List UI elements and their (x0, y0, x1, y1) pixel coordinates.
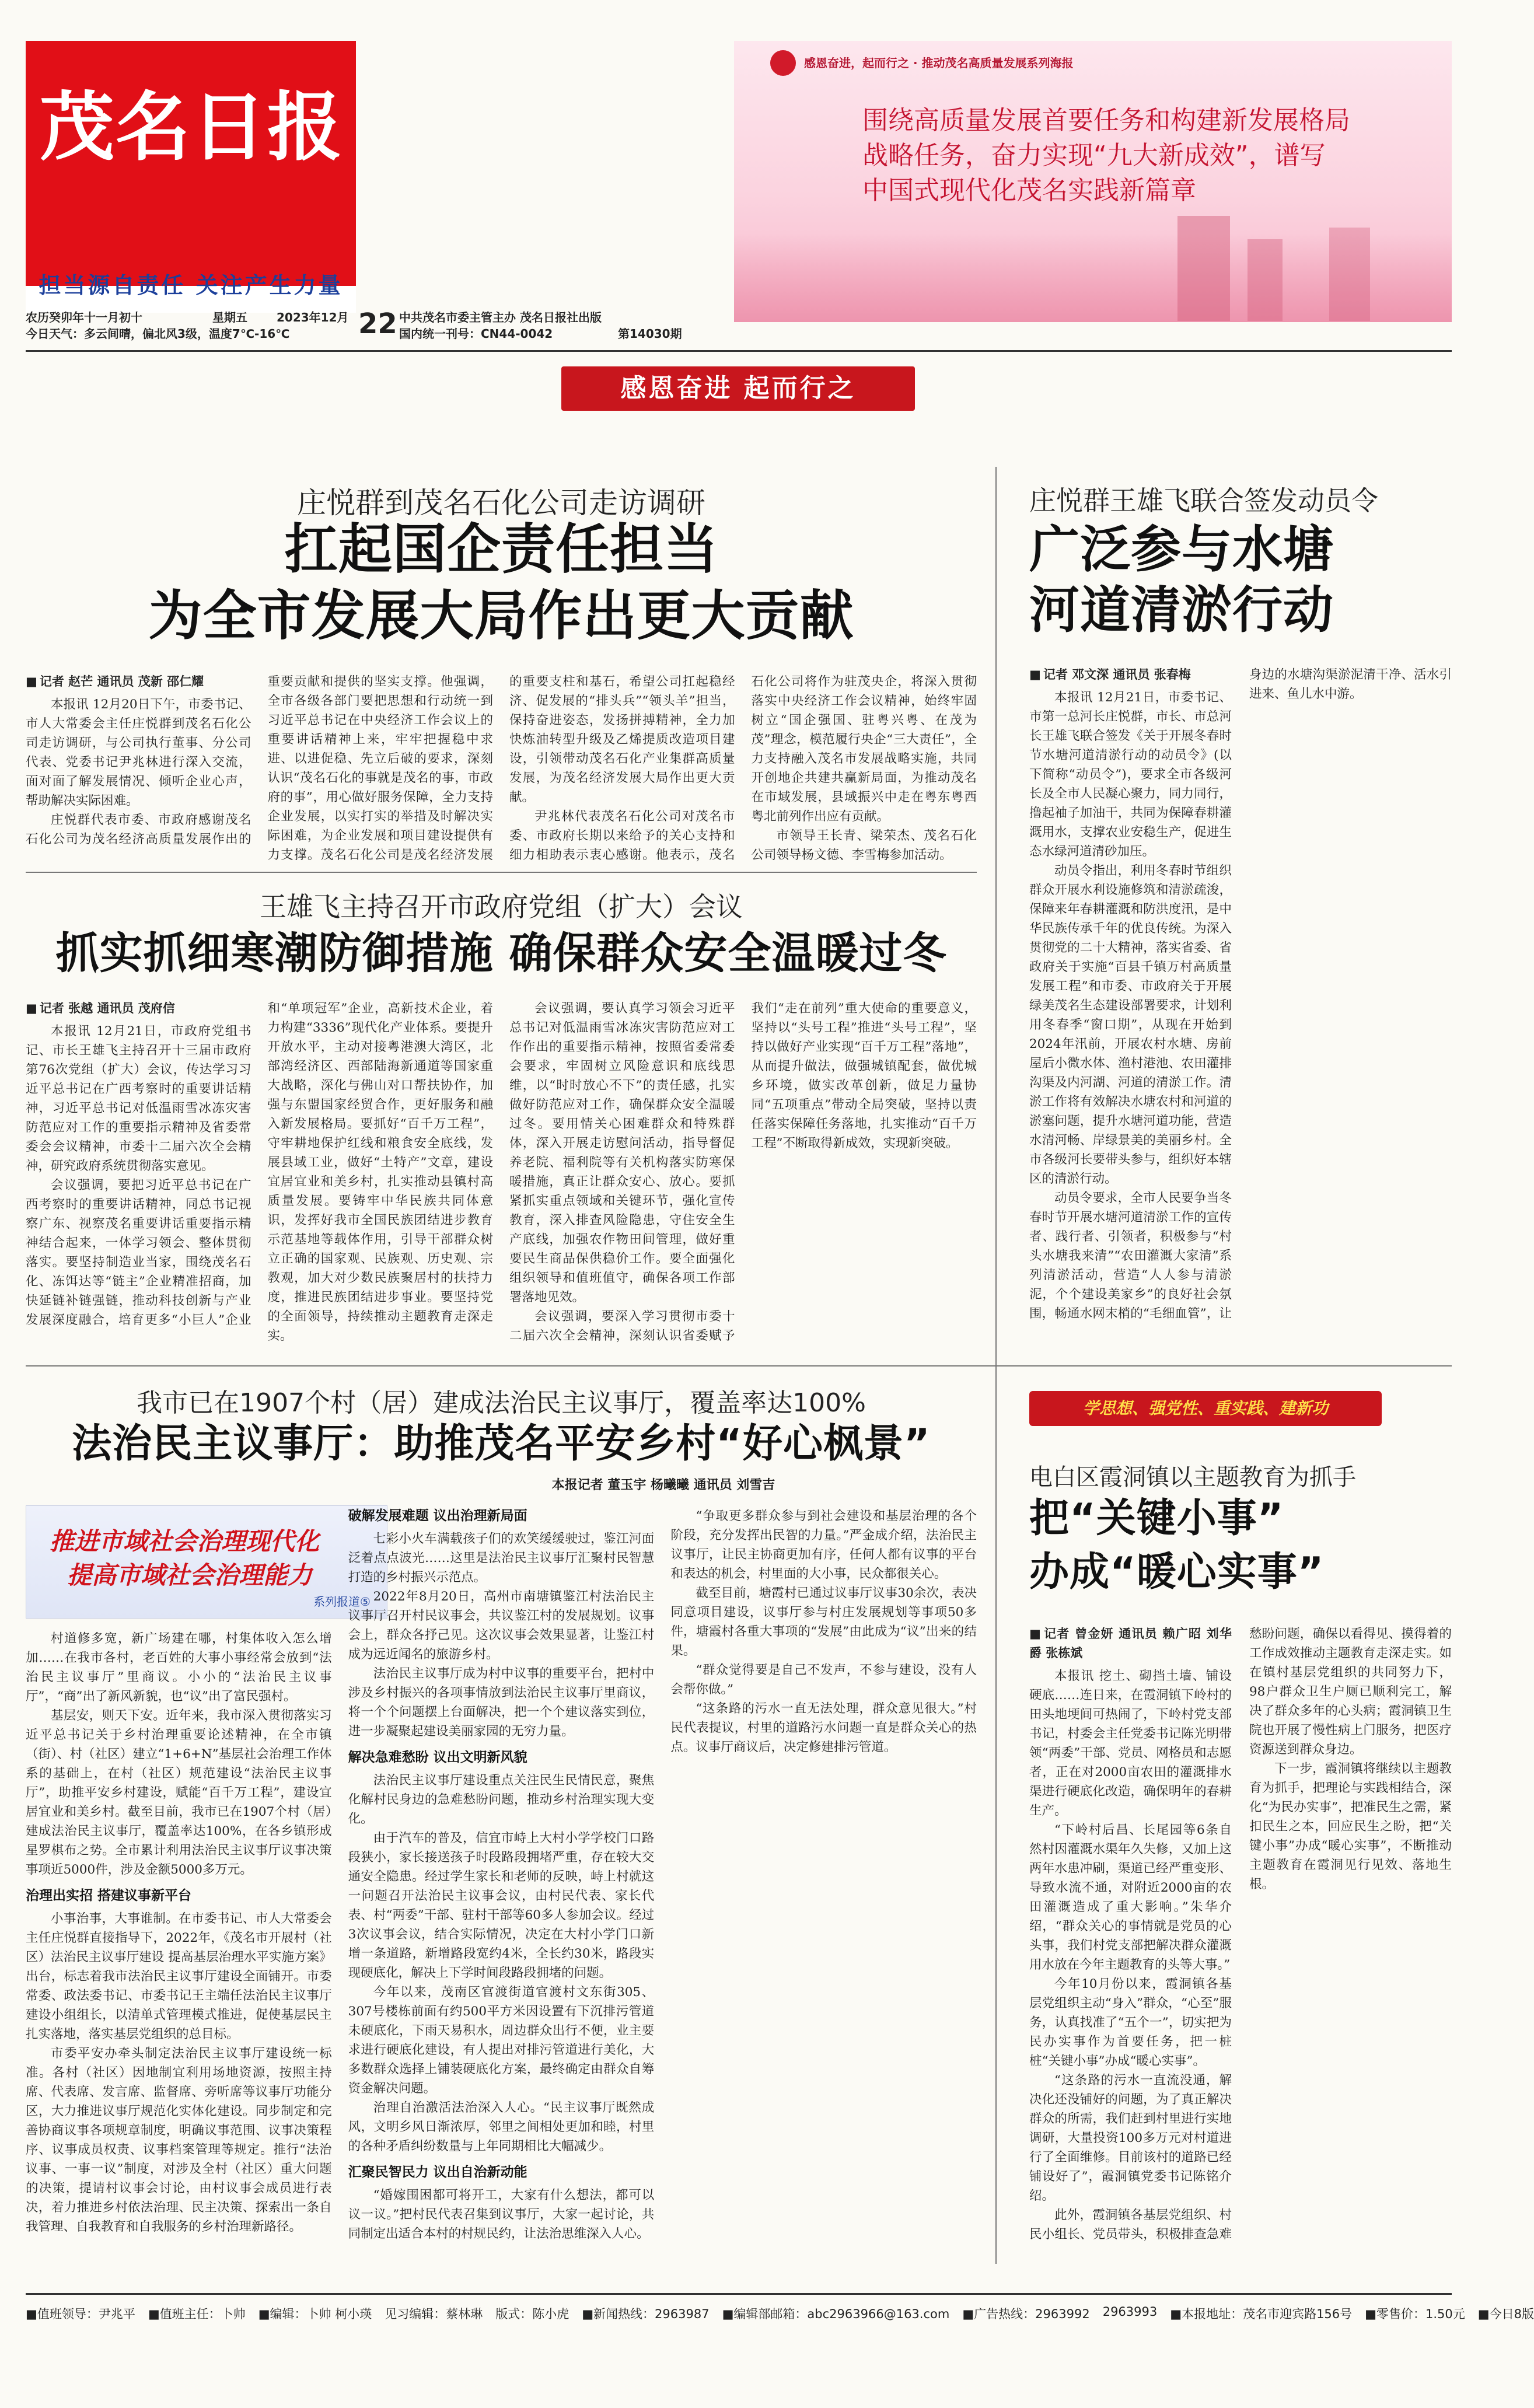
article5-paragraph: 此外，霞洞镇各基层党组织、村民小组长、党员带头，积极排查急难愁盼问题，确保以看得见、摸得着的工作成效推动主题教育走深走实。如在镇村基层党组织的共同努力下，98户群众卫生户厕已顺利完工，解决了群众多年的心头病；霞洞镇卫生院也开展了慢性病上门服务，把医疗资源送到群众身边。 (1029, 1627, 1452, 2242)
article4-paragraph: 法治民主议事厅建设重点关注民生民情民意，聚焦化解村民身边的急难愁盼问题，推动乡村治理实现大变化。 (348, 1773, 655, 1826)
article5-paragraph: 下一步，霞洞镇将继续以主题教育为抓手，把理论与实践相结合，深化“为民办实事”，把准民生之需，紧扣民生之本，回应民生之盼，把“关键小事”办成“暖心实事”，不断推动主题教育在霞洞见行见效、落地生根。 (1249, 1762, 1452, 1892)
article1-paragraph: 尹兆林代表茂名石化公司对茂名市委、市政府长期以来给予的关心支持和细力相助表示衷心感谢。他表示，茂名石化公司将作为驻茂央企，将深入贯彻落实中央经济工作会议精神，始终牢固树立“国企强国、驻粤兴粤、在茂为茂”理念，模范履行央企“三大责任”，全力支持融入茂名市发展战略实施，共同开创地企共建共赢新局面，为推动茂名在市域发展，县域振兴中走在粤东粤西粤北前列作出应有贡献。 (509, 674, 977, 862)
article1-title-line1: 扛起国企责任担当 (284, 518, 718, 581)
footer-item: ■新闻热线：2963987 (582, 2307, 710, 2321)
article4-title: 法治民主议事厅：助推茂名平安乡村“好心枫景” (72, 1421, 931, 1467)
article4-paragraph: 基层安，则天下安。近年来，我市深入贯彻落实习近平总书记关于乡村治理重要论述精神，在全市镇（街）、村（社区）建立“1+6+N”基层社会治理工作体系的基础上，在村（社区）规范建设“法治民主议事厅”，助推平安乡村建设，赋能“百千万工程”，建设宜居宜业和美乡村。截至目前，我市已在1907个村（居）建成法治民主议事厅，覆盖率达100%，在各乡镇形成星罗棋布之势。全市累计利用法治民主议事厅议事决策事项近5000件，涉及金额5000多万元。 (26, 1708, 332, 1877)
article3-byline: ■ 记者 邓文深 通讯员 张春梅 (1029, 665, 1232, 684)
article5-byline: ■ 记者 曾金妍 通讯员 赖广昭 刘华爵 张栋斌 (1029, 1624, 1232, 1663)
article4-subhead: 汇聚民智民力 议出自治新动能 (348, 2165, 527, 2180)
article5-paragraph: 本报讯 挖土、砌挡土墙、铺设硬底……连日来，在霞洞镇下岭村的田头地埂间可热闹了，下岭村党支部书记，村委会主任党委书记陈光明带领“两委”干部、党员、网格员和志愿者，正在对2000亩农田的灌溉排水渠进行硬底化改造，确保明年的春耕生产。 (1029, 1669, 1232, 1818)
article2-paragraph: 本报讯 12月21日，市政府党组书记、市长王雄飞主持召开十三届市政府第76次党组（扩大）会议，传达学习习近平总书记在广西考察时的重要讲话精神，习近平总书记对低温雨雪冰冻灾害防范应对工作的重要指示精神及省委常委会会议精神，市委十二届六次全会精神，研究政府系统贯彻落实意见。 (26, 1024, 251, 1173)
footer-item: ■今日8版 (1477, 2307, 1534, 2321)
article5-kicker: 电白区霞洞镇以主题教育为抓手 (1029, 1464, 1356, 1491)
article1-byline: ■ 记者 赵芒 通讯员 茂新 邵仁耀 (26, 672, 251, 691)
series-line2: 提高市域社会治理能力 (67, 1561, 313, 1589)
footer-item: 见习编辑：蔡林琳 (385, 2307, 483, 2321)
series-line1: 推进市域社会治理现代化 (50, 1527, 320, 1556)
banner-ad-tower (1248, 239, 1283, 321)
article1-body (26, 672, 977, 865)
article4-kicker: 我市已在1907个村（居）建成法治民主议事厅，覆盖率达100% (137, 1388, 866, 1418)
footer-item: ■编辑：卜帅 柯小瑛 (258, 2307, 372, 2321)
article1-paragraph: 本报讯 12月20日下午，市委书记、市人大常委会主任庄悦群到茂名石化公司走访调研，与公司执行董事、分公司代表、党委书记尹兆林进行深入交流，面对面了解发展情况、倾听企业心声，帮助解决实际困难。 (26, 697, 251, 808)
masthead-logo-text: 茂名日报 (39, 83, 343, 171)
masthead-slogan: 担当源自责任 关注产生力量 (39, 272, 343, 298)
article4-paragraph: 治理自治激活法治深入人心。“民主议事厅既然成风，文明乡风日渐浓厚，邻里之间相处更加和睦，村里的各种矛盾纠纷数量与上年同期相比大幅减少。 (348, 2101, 655, 2154)
article2-kicker: 王雄飞主持召开市政府党组（扩大）会议 (260, 891, 743, 922)
article4-paragraph: 小事治事，大事谁制。在市委书记、市人大常委会主任庄悦群直接指导下，2022年，《茂名市开展村（社区）法治民主议事厅建设 提高基层治理水平实施方案》出台，标志着我市法治民主议事厅建设全面铺开。市委常委、政法委书记、市委书记王主端任法治民主议事厅建设小组组长，以清单式管理模式推进，促使基层民主扎实落地，落实基层党组织的总目标。 (26, 1911, 332, 2042)
banner-ad-line1: 围绕高质量发展首要任务和构建新发展格局 (862, 106, 1350, 135)
article4-paragraph: 2022年8月20日，高州市南塘镇鉴江村法治民主议事厅召开村民议事会，共议鉴江村的发展规划。议事会上，群众各抒己见。这次议事会效果显著，让鉴江村成为远近闻名的旅游乡村。 (348, 1589, 655, 1662)
weekday: 星期五 (212, 310, 247, 324)
footer-item: 版式：陈小虎 (495, 2307, 569, 2321)
article3-paragraph: 本报讯 12月21日，市委书记、市第一总河长庄悦群，市长、市总河长王雄飞联合签发《关于开展冬春时节水塘河道清淤行动的动员令》(以下简称“动员令”)，要求全市各级河长及全市人民凝心聚力，同力同行，撸起袖子加油干，共同为保障春耕灌溉用水，支撑农业安稳生产，促进生态水绿河道清砂加压。 (1029, 690, 1232, 859)
footer-item: ■广告热线：2963992 (962, 2307, 1090, 2321)
date-year-month: 2023年12月 (277, 310, 349, 324)
issue-no: 第14030期 (618, 327, 682, 341)
article5-title-line1: 把“关键小事” (1029, 1495, 1284, 1542)
article1-divider (26, 872, 977, 873)
article4-paragraph: “这条路的污水一直无法处理，群众意见很大。”村民代表提议，村里的道路污水问题一直是群众关心的热点。议事厅商议后，决定修建排污管道。 (670, 1701, 977, 1755)
article4-paragraph: “婚嫁围困都可将开工，大家有什么想法，都可以议一议。”把村民代表召集到议事厅，大家一起讨论，共同制定出适合本村的村规民约，让法治思维深入人心。 (348, 2188, 655, 2241)
article4-paragraph: 法治民主议事厅成为村中议事的重要平台，把村中涉及乡村振兴的各项事情放到法治民主议事厅里商议，将一个个问题摆上台面解决，把一个个建议落实到位，进一步凝聚起建设美丽家园的无穷力量。 (348, 1666, 655, 1739)
article3-paragraph: 动员令要求，全市人民要争当冬春时节开展水塘河道清淤工作的宣传者、践行者、引领者，积极参与“村头水塘我来清”“农田灌溉大家清”系列清淤活动，营造“人人参与清淤泥，个个建设美家乡”的良好社会氛围，畅通水网末梢的“毛细血管”，让身边的水塘沟渠淤泥清干净、活水引进来、鱼儿水中游。 (1029, 667, 1452, 1321)
article3-body (1029, 665, 1452, 1354)
section-banner (561, 366, 915, 411)
article4-paragraph: 市委平安办牵头制定法治民主议事厅建设统一标准。各村（社区）因地制宜利用场地资源，按照主持席、代表席、发言席、监督席、旁听席等议事厅功能分区，大力推进议事厅规范化实体化建设。同步制定和完善协商议事各项规章制度，明确议事范围、议事决策程序、议事成员权责、议事档案管理等规定。推行“法治议事、一事一议”制度，对涉及全村（社区）重大问题的决策，提请村议事会讨论，由村议事会成员进行表决，着力推进乡村依法治理、民主决策、探索出一条自我管理、自我教育和自我服务的乡村治理新路径。 (26, 2046, 332, 2234)
footer-divider (26, 2293, 1452, 2295)
article4-subhead: 治理出实招 搭建议事新平台 (26, 1888, 192, 1903)
footer-item: ■本报地址：茂名市迎宾路156号 (1170, 2307, 1353, 2321)
article3-paragraph: 动员令指出，利用冬春时节组织群众开展水利设施修筑和清淤疏浚，保障来年春耕灌溉和防洪度汛，是中华民族传承千年的优良传统。为深入贯彻党的二十大精神，落实省委、省政府关于实施“百县千镇万村高质量发展工程”和市委、市政府关于开展绿美茂名生态建设部署要求，计划利用冬春季“窗口期”，从现在开始到2024年汛前，开展农村水塘、房前屋后小微水体、渔村港池、农田灌排沟渠及内河湖、河道的清淤工作。清淤工作将有效解决水塘农村和河道的淤塞问题，提升水塘河道功能，营造水清河畅、岸绿景美的美丽乡村。全市各级河长要带头参与，组织好本辖区的清淤行动。 (1029, 864, 1232, 1186)
article4-subhead: 破解发展难题 议出治理新局面 (348, 1508, 527, 1523)
article4-paragraph: 今年以来，茂南区官渡街道官渡村文东街305、307号楼栋前面有约500平方米因设置有下沉排污管道未硬底化，下雨天易积水，周边群众出行不便，业主要求进行硬底化建设，有人提出对排污管道进行美化，大多数群众选择上铺装硬底化方案，最终确定由群众自筹资金解决问题。 (348, 1985, 655, 2096)
masthead-divider (26, 350, 1452, 352)
footer-item: ■零售价：1.50元 (1365, 2307, 1465, 2321)
issn: 国内统一刊号：CN44-0042 (399, 327, 553, 341)
article4-series-spacer (26, 1507, 332, 1629)
article4-paragraph: “争取更多群众参与到社会建设和基层治理的各个阶段，充分发挥出民智的力量。”严金成介绍，法治民主议事厅，让民主协商更加有序，任何人都有议事的平台和表达的机会，村里面的大小事，民众都很关心。 (670, 1509, 977, 1581)
article3-kicker: 庄悦群王雄飞联合签发动员令 (1029, 485, 1378, 516)
article5-paragraph: “下岭村后昌、长尾园等6条自然村因灌溉水渠年久失修，又加上这两年水患冲刷，渠道已经严重变形、导致水流不通，对附近2000亩的农田灌溉造成了重大影响。”朱华介绍，“群众关心的事情就是党员的心头事，我们村党支部把解决群众灌溉用水放在今年主题教育的头等大事。” (1029, 1823, 1232, 1972)
article1-paragraph: 市领导王长青、梁荣杰、茂名石化公司领导杨文德、李雪梅参加活动。 (751, 829, 977, 862)
article5-paragraph: “这条路的污水一直流没通，解决化还没铺好的问题，为了真正解决群众的所需，我们赶到村里进行实地调研，大量投资100多万元对村道进行了全面维修。目前该村的道路已经铺设好了”，霞洞镇党委书记陈铭介绍。 (1029, 2073, 1232, 2203)
article4-paragraph: “群众觉得要是自己不发声，不参与建设，没有人会帮你做。” (670, 1663, 977, 1697)
footer (26, 2305, 1534, 2334)
article3-title-line1: 广泛参与水塘 (1029, 520, 1334, 579)
banner-ad (734, 41, 1452, 322)
date-lunar: 农历癸卯年十一月初十 (26, 310, 142, 324)
article4-body (26, 1507, 977, 2259)
footer-item: ■编辑部邮箱：abc2963966@163.com (722, 2307, 950, 2321)
article4-paragraph: 截至目前，塘霞村已通过议事厅议事30余次，表决同意项目建设，议事厅参与村庄发展规划等事项50多件，塘霞村各重大事项的“发展”由此成为“议”出来的结果。 (670, 1586, 977, 1658)
article1-paragraph: 庄悦群代表市委、市政府感谢茂名石化公司为茂名经济高质量发展作出的重要贡献和提供的坚实支撑。他强调，全市各级各部门要把思想和行动统一到习近平总书记在中央经济工作会议上的重要讲话精神上来，牢牢把握稳中求进、以进促稳、先立后破的要求，深刻认识“茂名石化的事就是茂名的事，市政府的事”，用心做好服务保障，全力支持企业发展，以实打实的举措及时解决实际困难，为企业发展和项目建设提供有力支撑。茂名石化公司是茂名经济发展的重要支柱和基石，希望公司扛起稳经济、促发展的“排头兵”“领头羊”担当，保持奋进姿态，发扬拼搏精神，全力加快炼油转型升级及乙烯提质改造项目建设，引领带动茂名石化产业集群高质量发展，为茂名经济发展大局作出更大贡献。 (26, 674, 735, 862)
article4-paragraph: 由于汽车的普及，信宜市峙上大村小学学校门口路段狭小，家长接送孩子时段路段拥堵严重，存在较大交通安全隐患。经过学生家长和老师的反映，峙上村就这一问题召开法治民主议事会议，由村民代表、家长代表、村“两委”干部、驻村干部等60多人参加会议。经过3次议事会议，结合实际情况，决定在大村小学门口新增一条道路，新增路段宽约4米，全长约30米，路段实现硬底化，解决上下学时间段路段拥堵的问题。 (348, 1831, 655, 1980)
weather: 今日天气：多云间晴，偏北风3级，温度7℃-16℃ (26, 327, 290, 341)
article5-badge (1029, 1391, 1382, 1426)
article4-paragraph: 七彩小火车满载孩子们的欢笑缓缓驶过，鉴江河面泛着点点波光……这里是法治民主议事厅汇聚村民智慧打造的乡村振兴示范点。 (348, 1532, 655, 1585)
article2-paragraph: 会议强调，要深入学习贯彻市委十二届六次全会精神，深刻认识省委赋予我们“走在前列”重大使命的重要意义，坚持以“头号工程”推进“头号工程”，坚持以做好产业实现“百千万工程”落地”，从而提升做法，做强城镇配套，做优城乡环境，做实改革创新，做足力量协同“五项重点”带动全局突破，坚持以责任落实保障任务落地，扎实推动“百千万工程”不断取得新成效，实现新突破。 (509, 1001, 977, 1343)
article3-title-line2: 河道清淤行动 (1029, 581, 1334, 639)
banner-ad-emblem (770, 50, 796, 76)
banner-ad-tower (1177, 216, 1230, 321)
banner-ad-topline: 感恩奋进，起而行之 · 推动茂名高质量发展系列海报 (804, 56, 1074, 70)
article4-columns (26, 1507, 977, 2259)
article5-paragraph: 今年10月份以来，霞洞镇各基层党组织主动“身入”群众，“心至”服务，认真找准了“五个一”，切实把为民办实事作为首要任务，把一桩桩“关键小事”办成“暖心实事”。 (1029, 1977, 1232, 2068)
article1-kicker: 庄悦群到茂名石化公司走访调研 (297, 486, 705, 520)
footer-item: ■值班领导：尹兆平 (26, 2307, 135, 2321)
article2-byline: ■ 记者 张越 通讯员 茂府信 (26, 999, 251, 1018)
banner-ad-line2: 战略任务，奋力实现“九大新成效”，谱写 (862, 141, 1326, 170)
article5-badge-text: 学思想、强党性、重实践、建新功 (1082, 1399, 1328, 1418)
footer-item: ■值班主任：卜帅 (148, 2307, 246, 2321)
banner-ad-tower (1329, 228, 1370, 321)
article5-title-line2: 办成“暖心实事” (1029, 1549, 1325, 1595)
date-day: 22 (358, 307, 397, 340)
article1-title-line2: 为全市发展大局作出更大贡献 (148, 585, 854, 647)
article4-paragraph: 村道修多宽，新广场建在哪，村集体收入怎么增加……在我市各村，老百姓的大事小事经常会放到“法治民主议事厅”里商议。小小的“法治民主议事厅”，“商”出了新风新貌，也“议”出了富民强村。 (26, 1631, 332, 1704)
article2-title: 抓实抓细寒潮防御措施 确保群众安全温暖过冬 (55, 928, 947, 978)
series-tag: 系列报道⑤ (313, 1595, 371, 1609)
article5-body (1029, 1624, 1452, 2259)
mid-divider (26, 1365, 1452, 1366)
banner-ad-line3: 中国式现代化茂名实践新篇章 (862, 176, 1196, 205)
article2-paragraph: 会议强调，要认真学习领会习近平总书记对低温雨雪冰冻灾害防范应对工作作出的重要指示精神，按照省委常委会要求，牢固树立风险意识和底线思维，以“时时放心不下”的责任感，扎实做好防范应对工作，确保群众安全温暖过冬。要用情关心困难群众和特殊群体，深入开展走访慰问活动，指导督促养老院、福利院等有关机构落实防寒保暖措施，真正让群众安心、放心。要抓紧抓实重点领域和关键环节，强化宣传教育，深入排查风险隐患，守住安全生产底线，加强农作物田间管理，做好重要民生商品保供稳价工作。要全面强化组织领导和值班值守，确保各项工作部署落地见效。 (509, 1001, 735, 1305)
article4-subhead: 解决急难愁盼 议出文明新风貌 (348, 1750, 527, 1765)
article2-paragraph: 会议强调，要把习近平总书记在广西考察时的重要讲话精神，同总书记视察广东、视察茂名重要讲话重要指示精神结合起来，一体学习领会、整体贯彻落实。要坚持制造业当家，围绕茂名石化、冻饵达等“链主”企业精准招商，加快延链补链强链，推动科技创新与产业发展深度融合，培育更多“小巨人”企业和“单项冠军”企业，高新技术企业，着力构建“3336”现代化产业体系。要提升开放水平，主动对接粤港澳大湾区，北部湾经济区、西部陆海新通道等国家重大战略，深化与佛山对口帮扶协作，加强与东盟国家经贸合作，更好服务和融入新发展格局。要抓好“百千万工程”，守牢耕地保护红线和粮食安全底线，发展县域工业，做好“土特产”文章，建设宜居宜业和美乡村，扎实推动县镇村高质量发展。要铸牢中华民族共同体意识，发挥好我市全国民族团结进步教育示范基地等载体作用，引导干部群众树立正确的国家观、民族观、历史观、宗教观，加大对少数民族聚居村的扶持力度，推进民族团结进步事业。要坚持党的全面领导，持续推动主题教育走深走实。 (26, 1001, 493, 1343)
footer-item: 2963993 (1102, 2305, 1158, 2319)
publisher: 中共茂名市委主管主办 茂名日报社出版 (399, 310, 602, 324)
article2-body (26, 999, 977, 1347)
masthead-info (26, 308, 703, 343)
article4-byline: 本报记者 董玉宇 杨曦曦 通讯员 刘雪吉 (551, 1478, 775, 1493)
section-banner-text: 感恩奋进 起而行之 (620, 373, 856, 403)
